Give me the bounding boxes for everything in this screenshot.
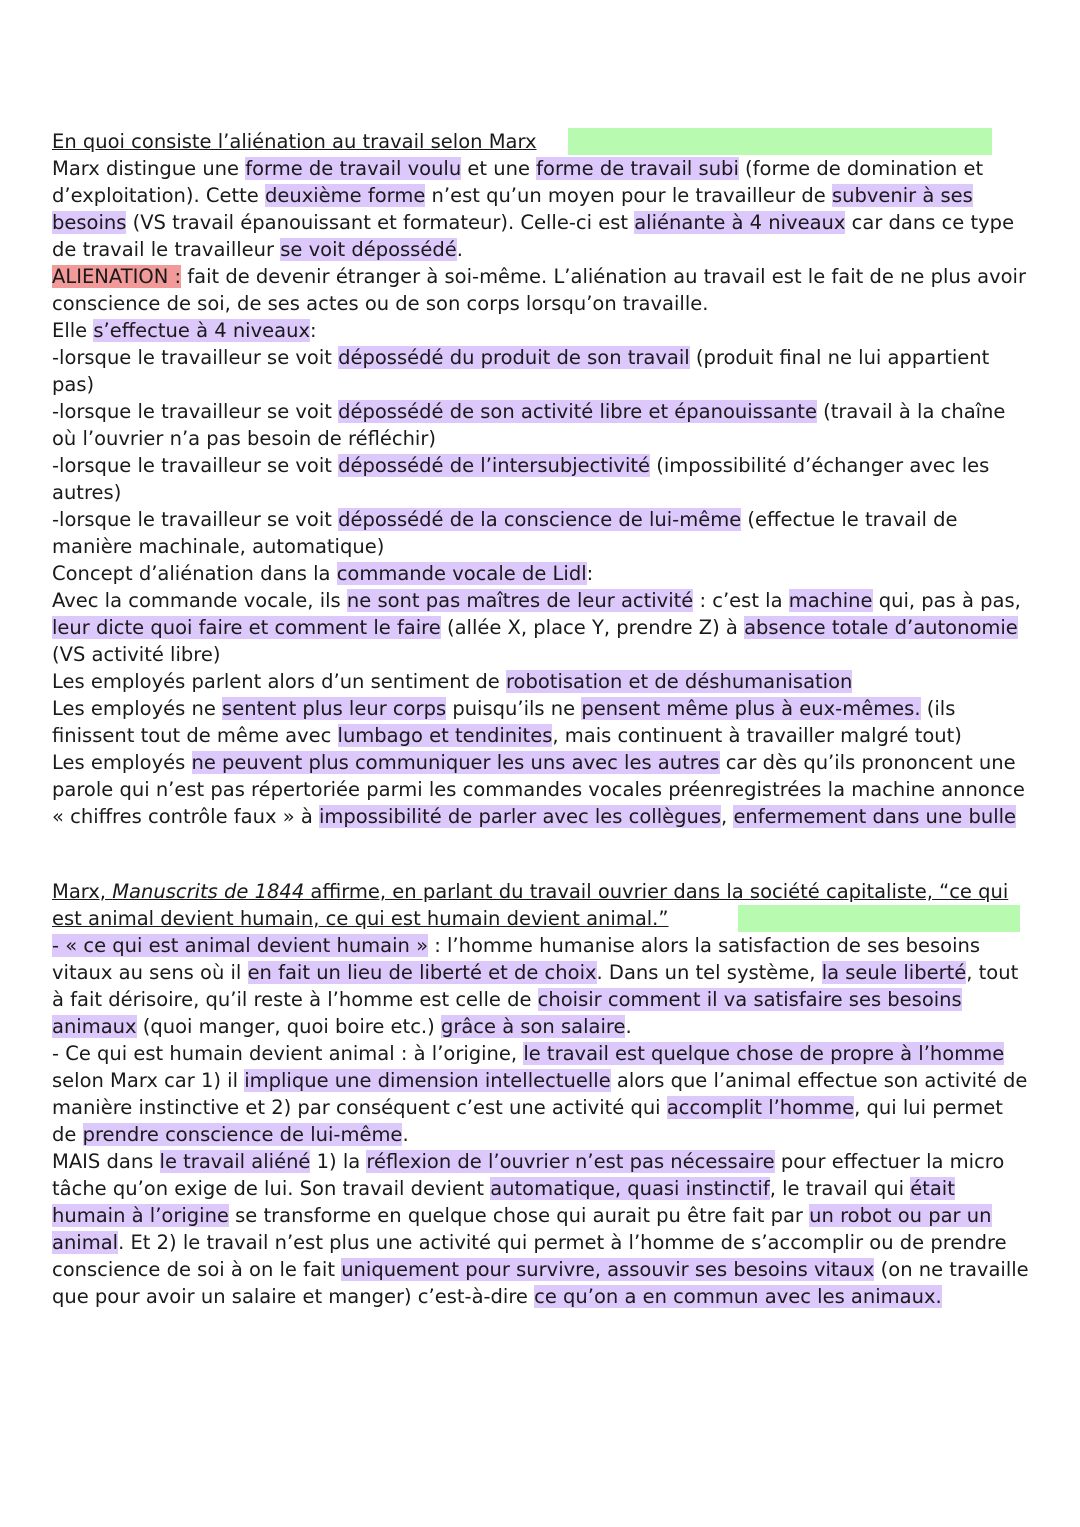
highlighted-text: ne sont pas maîtres de leur activité <box>346 589 694 612</box>
highlighted-text: dépossédé de son activité libre et épanouissante <box>338 400 817 423</box>
level-item <box>52 506 1032 560</box>
text-run: , mais continuent à travailler malgré tout) <box>552 724 962 747</box>
highlighted-text: était humain à l’origine <box>52 1177 955 1227</box>
highlighted-text: uniquement pour survivre, assouvir ses besoins vitaux <box>341 1258 875 1281</box>
lidl-paragraph <box>52 695 1032 749</box>
text-run: pour effectuer la micro tâche qu’on exige de lui. Son travail devient <box>52 1150 1005 1200</box>
text-run: car dans ce type de travail le travailleur <box>52 211 1015 261</box>
highlighted-text: deuxième forme <box>264 184 426 207</box>
text-run: , tout à fait dérisoire, qu’il reste à l’homme est celle de <box>52 961 1019 1011</box>
highlighted-text: pensent même plus à eux-mêmes. <box>581 697 921 720</box>
highlighted-text: dépossédé de l’intersubjectivité <box>338 454 651 477</box>
text-run: (VS activité libre) <box>52 643 221 666</box>
text-run: qui, pas à pas, <box>872 589 1021 612</box>
highlighted-text: s’effectue à 4 niveaux <box>93 319 310 342</box>
text-run: Les employés parlent alors d’un sentiment de <box>52 670 506 693</box>
text-run: alors que l’animal effectue son activité de manière instinctive et 2) par conséquent c’est une activité qui <box>52 1069 1028 1119</box>
book-title: Manuscrits de 1844 <box>112 880 305 903</box>
highlighted-text: - « ce qui est animal devient humain » <box>52 934 429 957</box>
highlighted-text: prendre conscience de lui-même <box>82 1123 403 1146</box>
highlighted-text: robotisation et de déshumanisation <box>505 670 853 693</box>
text-run: selon Marx car 1) il <box>52 1069 245 1092</box>
lidl-paragraph <box>52 668 1032 695</box>
text-run: MAIS dans <box>52 1150 160 1173</box>
text-run: 1) la <box>310 1150 367 1173</box>
text-run: -lorsque le travailleur se voit <box>52 400 339 423</box>
text-run: . <box>625 1015 632 1038</box>
section-title <box>52 878 1032 932</box>
highlighted-text: sentent plus leur corps <box>222 697 447 720</box>
text-run: (forme de domination et d’exploitation). Cette <box>52 157 984 207</box>
highlighted-text: automatique, quasi instinctif <box>490 1177 770 1200</box>
section-manuscrits <box>52 878 1032 1310</box>
alienation-label: ALIENATION : <box>52 265 182 288</box>
definition-paragraph <box>52 263 1032 317</box>
title-prefix: Marx, <box>52 880 113 903</box>
text-run: car dès qu’ils prononcent une parole qui n’est pas répertoriée parmi les commandes vocales préenregistrées la machine annonce « chiffres contrôle faux » à <box>52 751 1025 828</box>
section-alienation <box>52 128 1032 830</box>
text-run: . <box>456 238 463 261</box>
text-run: (quoi manger, quoi boire etc.) <box>136 1015 441 1038</box>
highlighted-text: un robot ou par un animal <box>52 1204 992 1254</box>
text-run: et une <box>461 157 537 180</box>
text-run: (ils finissent tout de même avec <box>52 697 956 747</box>
levels-intro <box>52 317 1032 344</box>
text-run: -lorsque le travailleur se voit <box>52 508 339 531</box>
highlighted-text: lumbago et tendinites <box>337 724 553 747</box>
text-run: (travail à la chaîne où l’ouvrier n’a pas besoin de réfléchir) <box>52 400 1006 450</box>
text-run: : <box>586 562 594 585</box>
text-run: puisqu’ils ne <box>446 697 582 720</box>
text-run: Marx distingue une <box>52 157 246 180</box>
text-run: n’est qu’un moyen pour le travailleur de <box>425 184 832 207</box>
level-item <box>52 398 1032 452</box>
text-run: Les employés <box>52 751 192 774</box>
highlighted-text: subvenir à ses besoins <box>52 184 973 234</box>
highlighted-text: leur dicte quoi faire et comment le faire <box>52 616 441 639</box>
text-run: se transforme en quelque chose qui aurait pu être fait par <box>228 1204 810 1227</box>
highlighted-text: enfermement dans une bulle <box>733 805 1017 828</box>
title-quote: affirme, en parlant du travail ouvrier dans la société capitaliste, “ce qui est animal devient humain, ce qui est humain devient animal.” <box>52 880 1009 930</box>
highlighted-text: dépossédé de la conscience de lui-même <box>338 508 742 531</box>
highlighted-text: se voit dépossédé <box>280 238 457 261</box>
section-title: En quoi consiste l’aliénation au travail selon Marx <box>52 130 537 153</box>
text-run: (on ne travaille que pour avoir un salaire et manger) c’est-à-dire <box>52 1258 1029 1308</box>
text-run: (produit final ne lui appartient pas) <box>52 346 990 396</box>
highlighted-text: ne peuvent plus communiquer les uns avec les autres <box>191 751 720 774</box>
highlighted-text: forme de travail subi <box>536 157 739 180</box>
level-item <box>52 452 1032 506</box>
text-run: , <box>721 805 734 828</box>
text-run: (effectue le travail de manière machinale, automatique) <box>52 508 958 558</box>
highlighted-text: en fait un lieu de liberté et de choix <box>247 961 597 984</box>
paragraph <box>52 155 1032 263</box>
highlighted-text: réflexion de l’ouvrier n’est pas nécessaire <box>366 1150 775 1173</box>
highlighted-text: impossibilité de parler avec les collègues <box>318 805 722 828</box>
text-run: (VS travail épanouissant et formateur). Celle-ci est <box>126 211 635 234</box>
highlighted-text: commande vocale de Lidl <box>336 562 587 585</box>
text-run: -lorsque le travailleur se voit <box>52 346 339 369</box>
text-run: , qui lui permet de <box>52 1096 1003 1146</box>
highlighted-text: dépossédé du produit de son travail <box>338 346 690 369</box>
text-run: - Ce qui est humain devient animal : à l’origine, <box>52 1042 524 1065</box>
text-run: : l’homme humanise alors la satisfaction de ses besoins vitaux au sens où il <box>52 934 981 984</box>
lidl-paragraph <box>52 749 1032 830</box>
highlighted-text: le travail aliéné <box>159 1150 311 1173</box>
highlighted-text: implique une dimension intellectuelle <box>244 1069 611 1092</box>
text-run: Elle <box>52 319 94 342</box>
highlighted-text: ce qu’on a en commun avec les animaux. <box>534 1285 942 1308</box>
text-run: . Et 2) le travail n’est plus une activité qui permet à l’homme de s’accomplir ou de prendre conscience de soi à on le fait <box>52 1231 1007 1281</box>
highlighted-text: le travail est quelque chose de propre à l’homme <box>523 1042 1005 1065</box>
text-run: (allée X, place Y, prendre Z) à <box>440 616 745 639</box>
highlighted-text: la seule liberté <box>821 961 967 984</box>
lidl-intro <box>52 560 1032 587</box>
highlighted-text: grâce à son salaire <box>440 1015 626 1038</box>
text-run: : <box>309 319 317 342</box>
text-run: -lorsque le travailleur se voit <box>52 454 339 477</box>
text-run: . Dans un tel système, <box>596 961 822 984</box>
level-item <box>52 344 1032 398</box>
highlighted-text: choisir comment il va satisfaire ses besoins animaux <box>52 988 962 1038</box>
highlighted-text: forme de travail voulu <box>245 157 462 180</box>
text-run: , le travail qui <box>769 1177 911 1200</box>
paragraph <box>52 932 1032 1040</box>
paragraph <box>52 1040 1032 1148</box>
lidl-paragraph <box>52 587 1032 668</box>
text-run: Avec la commande vocale, ils <box>52 589 347 612</box>
text-run: : c’est la <box>693 589 789 612</box>
highlighted-text: machine <box>788 589 873 612</box>
alienation-definition: fait de devenir étranger à soi-même. L’aliénation au travail est le fait de ne plus avoir conscience de soi, de ses actes ou de son corps lorsqu’on travaille. <box>52 265 1026 315</box>
highlighted-text: aliénante à 4 niveaux <box>634 211 846 234</box>
text-run: Les employés ne <box>52 697 223 720</box>
highlighted-text: absence totale d’autonomie <box>744 616 1018 639</box>
paragraph <box>52 1148 1032 1310</box>
text-run: Concept d’aliénation dans la <box>52 562 337 585</box>
highlighted-text: accomplit l’homme <box>666 1096 855 1119</box>
text-run: (impossibilité d’échanger avec les autres) <box>52 454 990 504</box>
text-run: . <box>402 1123 409 1146</box>
